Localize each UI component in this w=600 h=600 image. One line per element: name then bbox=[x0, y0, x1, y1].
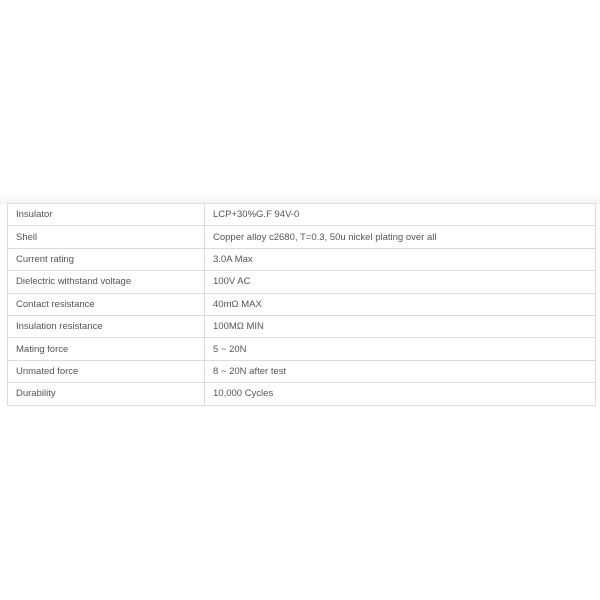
spec-value: LCP+30%G.F 94V-0 bbox=[205, 204, 596, 226]
table-row bbox=[8, 271, 596, 293]
spec-label: Durability bbox=[8, 383, 205, 405]
table-row bbox=[8, 293, 596, 315]
spec-value: 3.0A Max bbox=[205, 248, 596, 270]
spec-table bbox=[7, 203, 596, 406]
spec-value: 8 ~ 20N after test bbox=[205, 360, 596, 382]
spec-label: Current rating bbox=[8, 248, 205, 270]
spec-label: Contact resistance bbox=[8, 293, 205, 315]
spec-label: Dielectric withstand voltage bbox=[8, 271, 205, 293]
spec-value: 40mΩ MAX bbox=[205, 293, 596, 315]
spec-label: Insulator bbox=[8, 204, 205, 226]
table-row bbox=[8, 204, 596, 226]
spec-value: 5 ~ 20N bbox=[205, 338, 596, 360]
spec-value: 100V AC bbox=[205, 271, 596, 293]
table-row bbox=[8, 338, 596, 360]
table-row bbox=[8, 383, 596, 405]
spec-value: Copper alloy c2680, T=0.3, 50u nickel plating over all bbox=[205, 226, 596, 248]
spec-label: Unmated force bbox=[8, 360, 205, 382]
spec-label: Insulation resistance bbox=[8, 315, 205, 337]
table-row bbox=[8, 315, 596, 337]
spec-label: Mating force bbox=[8, 338, 205, 360]
spec-value: 100MΩ MIN bbox=[205, 315, 596, 337]
table-row bbox=[8, 360, 596, 382]
table-row bbox=[8, 248, 596, 270]
table-row bbox=[8, 226, 596, 248]
spec-label: Shell bbox=[8, 226, 205, 248]
spec-value: 10,000 Cycles bbox=[205, 383, 596, 405]
